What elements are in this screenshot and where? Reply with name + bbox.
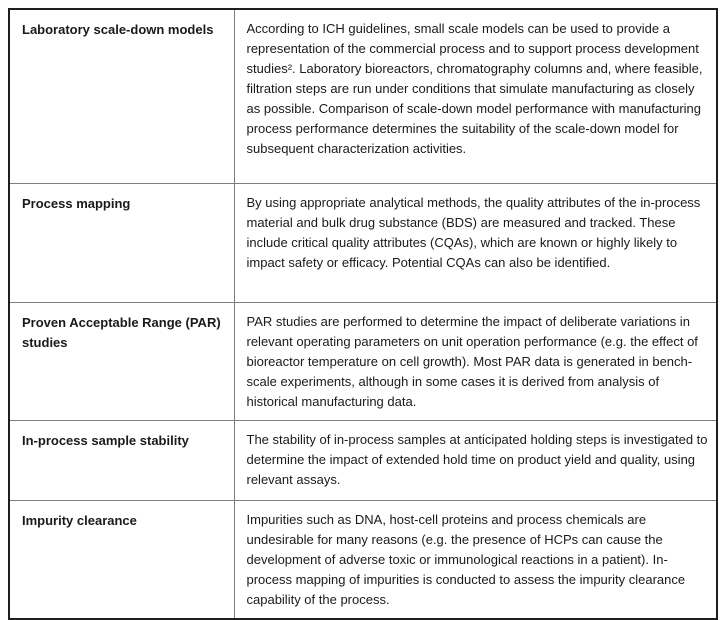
- term-label: Process mapping: [22, 195, 131, 211]
- description-cell: [234, 302, 717, 420]
- table-row: [9, 9, 717, 183]
- term-cell: [9, 420, 234, 500]
- description-cell: [234, 500, 717, 619]
- term-cell: [9, 500, 234, 619]
- description-cell: [234, 420, 717, 500]
- table-row: [9, 302, 717, 420]
- term-label: In-process sample stability: [22, 432, 189, 448]
- table-row: [9, 500, 717, 619]
- term-cell: [9, 302, 234, 420]
- description-text: Impurities such as DNA, host-cell proteins and process chemicals are undesirable for many reasons (e.g. the presence of HCPs can cause the development of adverse toxic or immunological reactions in a patient). In-process mapping of impurities is conducted to assess the impurity clearance capability of the process.: [246, 511, 686, 607]
- description-cell: [234, 9, 717, 183]
- process-characterization-table: [8, 8, 718, 620]
- description-text: The stability of in-process samples at anticipated holding steps is investigated to determine the impact of extended hold time on product yield and quality, using relevant assays.: [246, 431, 708, 487]
- table-row: [9, 420, 717, 500]
- description-text: PAR studies are performed to determine the impact of deliberate variations in relevant operating parameters on unit operation performance (e.g. the effect of bioreactor temperature on cell growth). Most PAR data is generated in bench-scale experiments, although in some cases it is derived from analysis of historical manufacturing data.: [246, 313, 698, 409]
- table-row: [9, 183, 717, 302]
- term-cell: [9, 183, 234, 302]
- term-cell: [9, 9, 234, 183]
- term-label: Impurity clearance: [22, 512, 137, 528]
- description-text: By using appropriate analytical methods, the quality attributes of the in-process material and bulk drug substance (BDS) are measured and tracked. These include critical quality attributes (CQAs), which are known or highly likely to impact safety or efficacy. Potential CQAs can also be identified.: [246, 194, 701, 270]
- description-cell: [234, 183, 717, 302]
- term-label: Laboratory scale-down models: [22, 22, 214, 37]
- term-label: Proven Acceptable Range (PAR) studies: [22, 314, 221, 350]
- description-text: According to ICH guidelines, small scale models can be used to provide a representation of the commercial process and to support process development studies². Laboratory bioreactors, chromatography columns and, where feasible, filtration steps are run under conditions that simulate manufacturing as closely as possible. Comparison of scale-down model performance with manufacturing process performance determines the suitability of the scale-down model for subsequent characterization activities.: [246, 21, 703, 156]
